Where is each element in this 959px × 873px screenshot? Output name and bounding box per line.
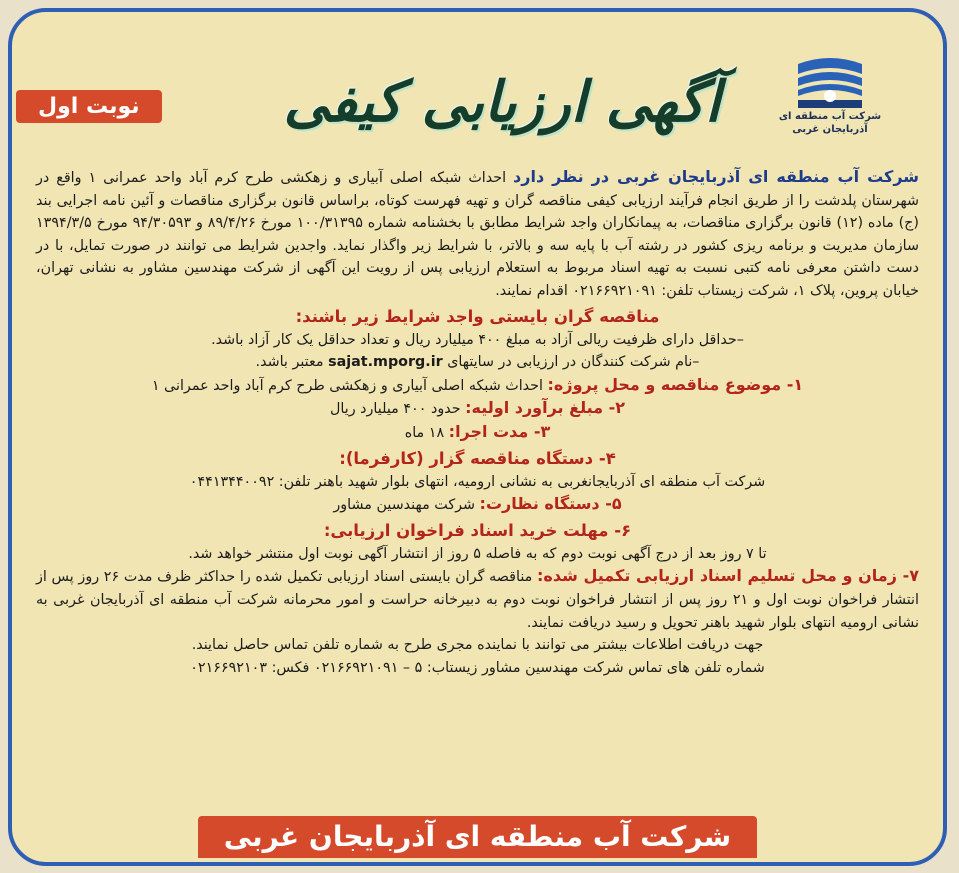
intro-paragraph [36,166,919,303]
item-3-label: ۳- مدت اجرا: [448,421,551,441]
ad-title: آگهی ارزیابی کیفی [283,70,721,135]
item-5 [36,493,919,517]
intro-text: احداث شبکه اصلی آبیاری و زهکشی طرح کرم آباد واحد عمرانی ۱ واقع در شهرستان پلدشت را از طریق انجام فرآیند ارزیابی کیفی مناقصه گران و تهیه فهرست کوتاه، براساس قانون برگزاری مناقصات و آئین نامه اجرایی بند (ج) ماده (۱۲) قانون برگزاری مناقصات، به پیمانکاران واجد شرایط مطابق با بخشنامه شماره ۱۰۰/۳۱۳۹۵ مورخ ۸۹/۴/۲۶ و ۹۴/۳۰۵۹۳ مورخ ۱۳۹۴/۳/۵ سازمان مدیریت و برنامه ریزی کشور در رشته آب با پایه سه و بالاتر، با شرایط زیر واگذار نماید. واجدین شرایط می توانند در صورت تمایل، با در دست داشتن معرفی نامه کتبی نسبت به تهیه اسناد مربوط به استعلام ارزیابی پس از رویت این آگهی از شرکت مهندسین مشاور به نشانی تهران، خیابان پروین، پلاک ۱، شرکت زیستاب تلفن: ۰۲۱۶۶۹۲۱۰۹۱ اقدام نمایند. [36,170,919,299]
item-4-label: ۴- دستگاه مناقصه گزار (کارفرما): [339,448,616,468]
intro-lead: شرکت آب منطقه ای آذربایجان غربی در نظر دارد [513,167,920,186]
condition-2-post: معتبر باشد. [255,354,329,371]
info-line: جهت دریافت اطلاعات بیشتر می توانند با نماینده مجری طرح به شماره تلفن تماس حاصل نمایند. [191,637,764,654]
item-7-label: ۷- زمان و محل تسلیم اسناد ارزیابی تکمیل شده: [536,566,920,586]
ad-header [12,12,943,162]
item-1-value: احداث شبکه اصلی آبیاری و زهکشی طرح کرم آباد واحد عمرانی ۱ [151,377,548,394]
item-5-label: ۵- دستگاه نظارت: [479,494,622,514]
condition-2-site: sajat.mporg.ir [328,354,443,371]
item-7-value: مناقصه گران بایستی اسناد ارزیابی تکمیل شده را حداکثر ظرف مدت ۲۶ روز پس از انتشار فراخوان نوبت اول و ۲۱ روز پس از انتشار فراخوان نوبت دوم به دبیرخانه حراست و امور محرمانه شرکت آب منطقه ای آذربایجان غربی به نشانی ارومیه انتهای بلوار شهید باهنر تحویل و رسید دریافت نمایند. [36,569,919,631]
item-3 [36,421,919,445]
condition-1: –حداقل دارای ظرفیت ریالی آزاد به مبلغ ۴۰۰ میلیارد ریال و تعداد حداقل یک کار آزاد باشد. [211,331,744,348]
item-1-label: ۱- موضوع مناقصه و محل پروژه: [547,374,804,394]
item-5-value: شرکت مهندسین مشاور [333,497,480,514]
logo-line-1: شرکت آب منطقه ای [778,111,882,122]
ad-body [36,166,919,679]
water-wave-logo-icon [794,50,866,110]
company-logo [775,50,885,136]
condition-2-pre: –نام شرکت کنندگان در ارزیابی در سایتهای [442,354,700,371]
conditions-heading: مناقصه گران بایستی واجد شرایط زیر باشند: [295,306,660,326]
item-2-label: ۲- مبلغ برآورد اولیه: [465,398,626,418]
item-6-value: تا ۷ روز بعد از درج آگهی نوبت دوم که به فاصله ۵ روز از انتشار آگهی نوبت اول منتشر خواهد شد. [188,545,767,562]
item-6-label: ۶- مهلت خرید اسناد فراخوان ارزیابی: [323,520,632,540]
logo-line-2: آذربایجان غربی [792,124,868,135]
item-7 [36,565,919,634]
phones-line: شماره تلفن های تماس شرکت مهندسین مشاور زیستاب: ۵ – ۰۲۱۶۶۹۲۱۰۹۱ فکس: ۰۲۱۶۶۹۲۱۰۳ [190,659,765,676]
item-3-value: ۱۸ ماه [404,424,449,441]
item-2 [36,397,919,421]
item-1 [36,374,919,398]
footer-banner: شرکت آب منطقه ای آذربایجان غربی [198,816,757,858]
first-round-badge: نوبت اول [16,90,162,123]
item-4-value: شرکت آب منطقه ای آذربایجانغربی به نشانی ارومیه، انتهای بلوار شهید باهنر تلفن: ۰۴۴۱۳۴۴۰۰۹۲ [189,473,766,490]
condition-2 [36,351,919,374]
ad-frame [8,8,947,866]
item-2-value: حدود ۴۰۰ میلیارد ریال [329,401,466,418]
